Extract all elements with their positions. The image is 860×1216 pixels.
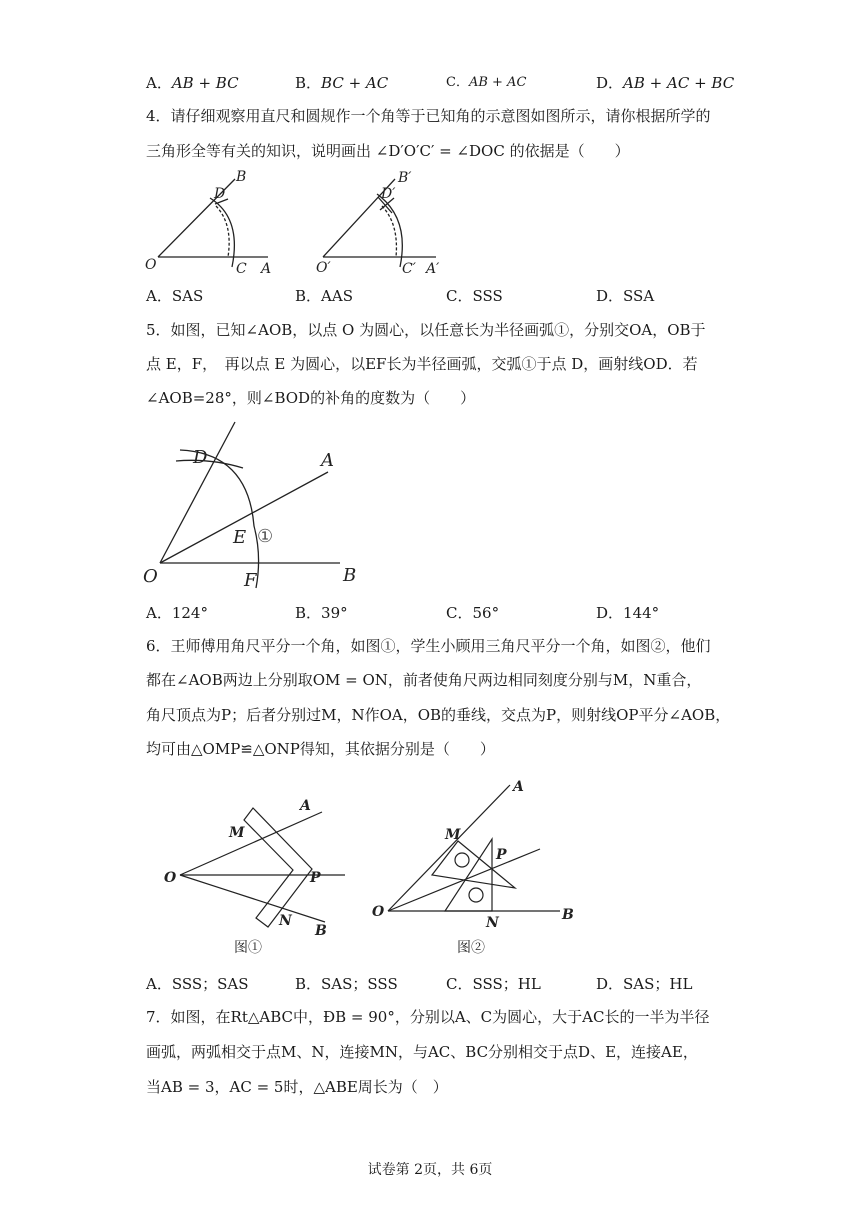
q7-stem-line1: 7．如图，在Rt△ABC中，ÐB = 90°，分别以A、C为圆心，大于AC长的一半为半径: [146, 1008, 710, 1026]
q4-label-d: D: [214, 186, 226, 202]
q4-label-b-prime: B′: [398, 170, 412, 186]
q4-label-o-prime: O′: [316, 260, 331, 276]
q6f2-label-m: M: [445, 827, 461, 843]
q6-option-b[interactable]: B．SAS；SSS: [295, 975, 398, 993]
q5-label-b: B: [343, 565, 357, 586]
q4-stem-line1: 4．请仔细观察用直尺和圆规作一个角等于已知角的示意图如图所示，请你根据所学的: [146, 107, 711, 125]
q6f2-label-p: P: [496, 847, 507, 863]
q5-stem-line2: 点 E，F， 再以点 E 为圆心，以EF长为半径画弧，交弧①于点 D，画射线OD．若: [146, 355, 698, 373]
q6-stem-line3: 角尺顶点为P；后者分别过M，N作OA，OB的垂线，交点为P，则射线OP平分∠AOB，: [146, 706, 731, 724]
q6f2-caption: 图②: [457, 940, 485, 956]
q6f2-label-o: O: [372, 904, 385, 920]
q3-option-d[interactable]: D．AB + AC + BC: [596, 74, 735, 92]
q6f1-label-o: O: [164, 870, 177, 886]
q6f1-label-n: N: [279, 913, 292, 929]
q6f2-label-a: A: [513, 779, 524, 795]
q7-stem-line3: 当AB = 3，AC = 5时，△ABE周长为（ ）: [146, 1078, 448, 1096]
q6f1-caption: 图①: [234, 940, 262, 956]
q3-option-c[interactable]: C．AB + AC: [446, 75, 527, 90]
q5-stem-line3: ∠AOB=28°，则∠BOD的补角的度数为（ ）: [146, 389, 476, 407]
q5-figure: [140, 418, 380, 593]
q6f1-label-m: M: [229, 825, 245, 841]
q6-stem-line2: 都在∠AOB两边上分别取OM = ON，前者使角尺两边相同刻度分别与M，N重合，: [146, 671, 702, 689]
q6-figure-2: [370, 775, 590, 960]
q6-option-a[interactable]: A．SSS；SAS: [146, 975, 249, 993]
q3-option-a[interactable]: A．AB + BC: [146, 74, 239, 92]
q6-figure-1: [160, 790, 360, 960]
q5-label-circle-1: ①: [257, 526, 274, 547]
q5-option-d[interactable]: D．144°: [596, 604, 660, 622]
q5-label-d: D: [193, 447, 208, 468]
q5-option-b[interactable]: B．39°: [295, 604, 348, 622]
q7-stem-line2: 画弧，两弧相交于点M、N，连接MN，与AC、BC分别相交于点D、E，连接AE，: [146, 1043, 698, 1061]
q5-option-c[interactable]: C．56°: [446, 604, 500, 622]
q6-option-c[interactable]: C．SSS；HL: [446, 975, 541, 993]
q4-option-b[interactable]: B．AAS: [295, 287, 353, 305]
q6f2-label-n: N: [486, 915, 499, 931]
page-footer: 试卷第 2页，共 6页: [367, 1162, 493, 1178]
q6f1-label-b: B: [315, 923, 327, 939]
q4-label-a: A: [261, 261, 272, 277]
q6f2-label-b: B: [562, 907, 574, 923]
q3-option-b[interactable]: B．BC + AC: [295, 74, 389, 92]
q4-label-d-prime: D′: [381, 186, 396, 202]
q6-stem-line1: 6．王师傅用角尺平分一个角，如图①，学生小顾用三角尺平分一个角，如图②，他们: [146, 637, 711, 655]
q4-option-d[interactable]: D．SSA: [596, 287, 655, 305]
q4-label-a-prime: A′: [426, 261, 440, 277]
q5-label-a: A: [321, 450, 334, 471]
q5-option-a[interactable]: A．124°: [146, 604, 208, 622]
q4-label-c: C: [236, 261, 247, 277]
q4-figure: [140, 166, 460, 281]
q4-option-c[interactable]: C．SSS: [446, 287, 503, 305]
q5-label-o: O: [143, 566, 158, 587]
q4-label-c-prime: C′: [402, 261, 416, 277]
q6f1-label-a: A: [300, 798, 311, 814]
q5-label-f: F: [244, 570, 257, 591]
q5-stem-line1: 5．如图，已知∠AOB，以点 O 为圆心，以任意长为半径画弧①，分别交OA，OB于: [146, 321, 706, 339]
q4-label-o: O: [145, 257, 157, 273]
q4-label-b: B: [236, 169, 247, 185]
q4-stem-line2: 三角形全等有关的知识，说明画出 ∠D′O′C′ = ∠DOC 的依据是（ ）: [146, 142, 630, 160]
q6-option-d[interactable]: D．SAS；HL: [596, 975, 693, 993]
q6f1-label-p: P: [310, 870, 321, 886]
q6-stem-line4: 均可由△OMP≌△ONP得知，其依据分别是（ ）: [146, 740, 495, 758]
q5-label-e: E: [233, 527, 247, 548]
q4-option-a[interactable]: A．SAS: [146, 287, 204, 305]
